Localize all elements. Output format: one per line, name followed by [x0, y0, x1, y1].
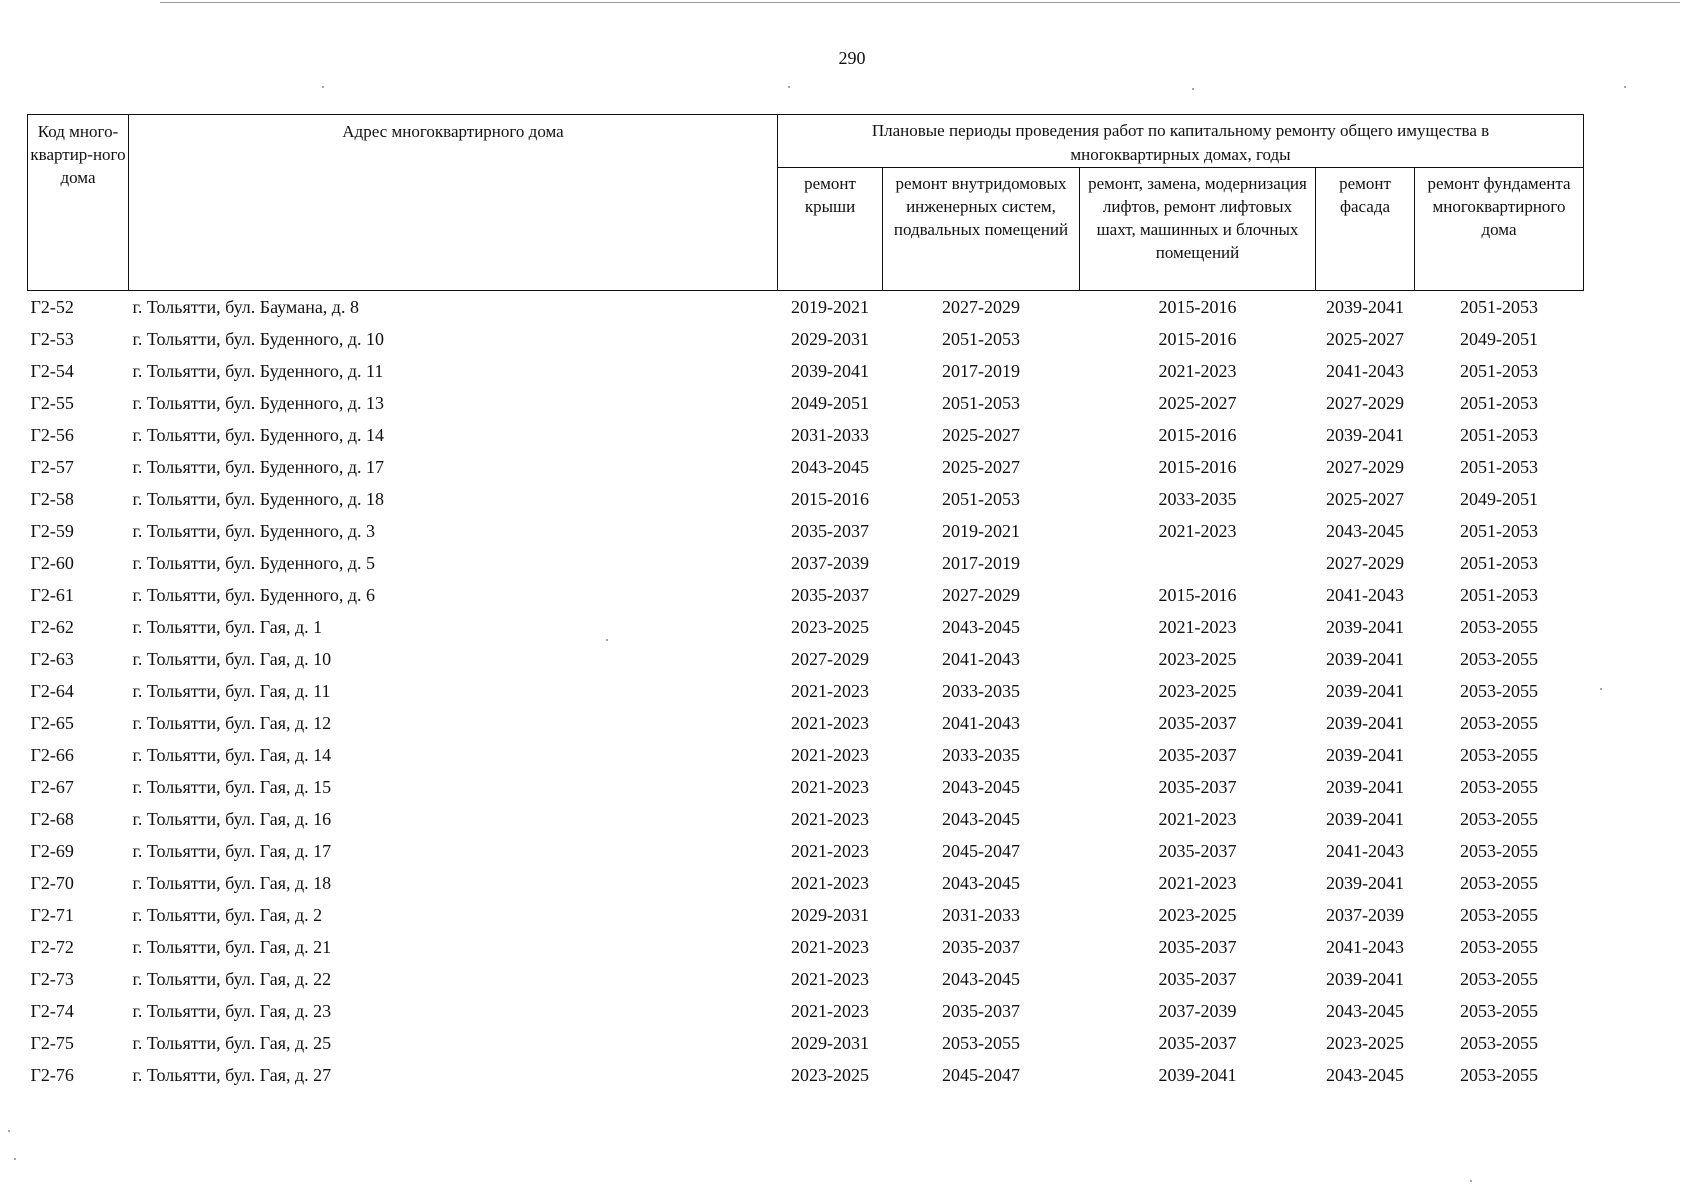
- cell-facade: 2043-2045: [1326, 1000, 1404, 1021]
- cell-foundation: 2051-2053: [1460, 456, 1538, 477]
- cell-roof: 2031-2033: [791, 424, 869, 445]
- cell-systems: 2035-2037: [942, 1000, 1020, 1021]
- cell-foundation: 2053-2055: [1460, 1032, 1538, 1053]
- table-row: [28, 547, 1584, 579]
- table-row: [28, 483, 1584, 515]
- cell-address: г. Тольятти, бул. Гая, д. 18: [132, 872, 332, 893]
- cell-roof: 2027-2029: [791, 648, 869, 669]
- cell-elevators: 2015-2016: [1158, 456, 1237, 477]
- header-foundation: ремонт фундамента многоквартирного дома: [1415, 168, 1584, 291]
- cell-roof: 2021-2023: [791, 744, 869, 765]
- cell-elevators: 2015-2016: [1158, 584, 1237, 605]
- cell-code: Г2-69: [30, 840, 74, 861]
- cell-facade: 2039-2041: [1326, 968, 1404, 989]
- cell-roof: 2015-2016: [791, 488, 869, 509]
- table-row: [28, 835, 1584, 867]
- table-row: [28, 963, 1584, 995]
- cell-foundation: 2053-2055: [1460, 968, 1538, 989]
- cell-address: г. Тольятти, бул. Гая, д. 12: [132, 712, 332, 733]
- cell-code: Г2-58: [30, 488, 74, 509]
- scan-speck: [1624, 86, 1626, 88]
- cell-foundation: 2051-2053: [1460, 584, 1538, 605]
- cell-address: г. Тольятти, бул. Гая, д. 25: [132, 1032, 332, 1053]
- cell-code: Г2-61: [30, 584, 74, 605]
- cell-code: Г2-52: [30, 296, 74, 317]
- table-row: [28, 1059, 1584, 1091]
- cell-address: г. Тольятти, бул. Буденного, д. 14: [132, 424, 385, 445]
- cell-elevators: 2021-2023: [1158, 808, 1237, 829]
- cell-foundation: 2053-2055: [1460, 1064, 1538, 1085]
- table-row: [28, 291, 1584, 324]
- cell-foundation: 2053-2055: [1460, 712, 1538, 733]
- cell-elevators: 2035-2037: [1158, 776, 1237, 797]
- cell-roof: 2035-2037: [791, 584, 869, 605]
- cell-elevators: 2021-2023: [1158, 616, 1237, 637]
- table-row: [28, 931, 1584, 963]
- cell-foundation: 2051-2053: [1460, 552, 1538, 573]
- table-row: [28, 899, 1584, 931]
- cell-foundation: 2049-2051: [1460, 328, 1538, 349]
- cell-foundation: 2053-2055: [1460, 616, 1538, 637]
- scan-speck: [1600, 688, 1602, 690]
- cell-foundation: 2051-2053: [1460, 360, 1538, 381]
- cell-code: Г2-70: [30, 872, 74, 893]
- cell-address: г. Тольятти, бул. Буденного, д. 5: [132, 552, 376, 573]
- cell-foundation: 2053-2055: [1460, 680, 1538, 701]
- cell-code: Г2-60: [30, 552, 74, 573]
- cell-systems: 2053-2055: [942, 1032, 1020, 1053]
- header-roof: ремонт крыши: [778, 168, 883, 291]
- cell-address: г. Тольятти, бул. Буденного, д. 10: [132, 328, 385, 349]
- cell-roof: 2021-2023: [791, 840, 869, 861]
- table-body: [28, 291, 1584, 1092]
- cell-address: г. Тольятти, бул. Баумана, д. 8: [132, 296, 359, 317]
- cell-systems: 2045-2047: [942, 840, 1020, 861]
- cell-roof: 2021-2023: [791, 680, 869, 701]
- cell-elevators: 2037-2039: [1158, 1000, 1237, 1021]
- cell-elevators: 2035-2037: [1158, 712, 1237, 733]
- cell-facade: 2039-2041: [1326, 712, 1404, 733]
- header-periods-group: Плановые периоды проведения работ по капитальному ремонту общего имущества в многоквартирных домах, годы: [778, 115, 1584, 168]
- cell-systems: 2045-2047: [942, 1064, 1020, 1085]
- cell-elevators: 2025-2027: [1158, 392, 1237, 413]
- table-row: [28, 419, 1584, 451]
- table-row: [28, 675, 1584, 707]
- cell-code: Г2-57: [30, 456, 74, 477]
- scan-speck: [14, 1158, 16, 1160]
- scan-speck: [1192, 88, 1194, 90]
- header-elevators: ремонт, замена, модернизация лифтов, ремонт лифтовых шахт, машинных и блочных помещений: [1080, 168, 1316, 291]
- cell-facade: 2025-2027: [1326, 488, 1404, 509]
- cell-roof: 2035-2037: [791, 520, 869, 541]
- cell-facade: 2039-2041: [1326, 744, 1404, 765]
- cell-address: г. Тольятти, бул. Гая, д. 17: [132, 840, 332, 861]
- cell-address: г. Тольятти, бул. Буденного, д. 18: [132, 488, 385, 509]
- cell-elevators: 2023-2025: [1158, 904, 1237, 925]
- cell-code: Г2-76: [30, 1064, 74, 1085]
- cell-address: г. Тольятти, бул. Гая, д. 27: [132, 1064, 332, 1085]
- cell-elevators: 2023-2025: [1158, 648, 1237, 669]
- table-row: [28, 387, 1584, 419]
- cell-systems: 2031-2033: [942, 904, 1020, 925]
- capital-repair-table: [27, 114, 1584, 1091]
- table-row: [28, 707, 1584, 739]
- cell-roof: 2021-2023: [791, 1000, 869, 1021]
- cell-facade: 2039-2041: [1326, 808, 1404, 829]
- cell-systems: 2041-2043: [942, 648, 1020, 669]
- cell-code: Г2-55: [30, 392, 74, 413]
- table-row: [28, 995, 1584, 1027]
- cell-elevators: 2033-2035: [1158, 488, 1237, 509]
- header-code: Код много-квартир-ного дома: [28, 115, 129, 291]
- cell-foundation: 2053-2055: [1460, 1000, 1538, 1021]
- cell-foundation: 2053-2055: [1460, 840, 1538, 861]
- cell-code: Г2-68: [30, 808, 74, 829]
- cell-systems: 2027-2029: [942, 584, 1020, 605]
- cell-address: г. Тольятти, бул. Буденного, д. 11: [132, 360, 384, 381]
- cell-roof: 2029-2031: [791, 904, 869, 925]
- cell-facade: 2039-2041: [1326, 616, 1404, 637]
- cell-elevators: 2035-2037: [1158, 936, 1237, 957]
- cell-foundation: 2051-2053: [1460, 392, 1538, 413]
- cell-roof: 2021-2023: [791, 712, 869, 733]
- cell-foundation: 2053-2055: [1460, 776, 1538, 797]
- cell-systems: 2043-2045: [942, 776, 1020, 797]
- cell-address: г. Тольятти, бул. Гая, д. 22: [132, 968, 332, 989]
- top-rule: [160, 2, 1680, 3]
- cell-address: г. Тольятти, бул. Буденного, д. 17: [132, 456, 385, 477]
- cell-facade: 2027-2029: [1326, 552, 1404, 573]
- cell-elevators: 2021-2023: [1158, 872, 1237, 893]
- cell-elevators: 2015-2016: [1158, 328, 1237, 349]
- cell-address: г. Тольятти, бул. Гая, д. 15: [132, 776, 332, 797]
- cell-roof: 2039-2041: [791, 360, 869, 381]
- cell-systems: 2051-2053: [942, 392, 1020, 413]
- cell-code: Г2-65: [30, 712, 74, 733]
- table-header: [28, 115, 1584, 291]
- cell-roof: 2021-2023: [791, 776, 869, 797]
- cell-roof: 2029-2031: [791, 328, 869, 349]
- cell-systems: 2027-2029: [942, 296, 1020, 317]
- cell-code: Г2-74: [30, 1000, 74, 1021]
- cell-elevators: 2015-2016: [1158, 296, 1237, 317]
- cell-roof: 2029-2031: [791, 1032, 869, 1053]
- cell-facade: 2043-2045: [1326, 520, 1404, 541]
- cell-elevators: 2035-2037: [1158, 840, 1237, 861]
- cell-elevators: 2021-2023: [1158, 360, 1237, 381]
- header-systems: ремонт внутридомовых инженерных систем, подвальных помещений: [883, 168, 1080, 291]
- cell-code: Г2-63: [30, 648, 74, 669]
- cell-facade: 2039-2041: [1326, 680, 1404, 701]
- scan-speck: [606, 639, 608, 641]
- cell-address: г. Тольятти, бул. Буденного, д. 13: [132, 392, 385, 413]
- cell-systems: 2051-2053: [942, 328, 1020, 349]
- cell-foundation: 2051-2053: [1460, 520, 1538, 541]
- cell-code: Г2-64: [30, 680, 74, 701]
- table-row: [28, 1027, 1584, 1059]
- cell-systems: 2017-2019: [942, 360, 1020, 381]
- cell-code: Г2-72: [30, 936, 74, 957]
- cell-systems: 2043-2045: [942, 808, 1020, 829]
- cell-systems: 2033-2035: [942, 680, 1020, 701]
- cell-code: Г2-73: [30, 968, 74, 989]
- cell-facade: 2027-2029: [1326, 456, 1404, 477]
- cell-facade: 2023-2025: [1326, 1032, 1404, 1053]
- cell-code: Г2-71: [30, 904, 74, 925]
- cell-elevators: 2035-2037: [1158, 744, 1237, 765]
- scan-speck: [1470, 1180, 1472, 1182]
- cell-elevators: 2035-2037: [1158, 968, 1237, 989]
- cell-facade: 2039-2041: [1326, 872, 1404, 893]
- cell-foundation: 2051-2053: [1460, 296, 1538, 317]
- cell-facade: 2041-2043: [1326, 584, 1404, 605]
- cell-roof: 2037-2039: [791, 552, 869, 573]
- table-row: [28, 771, 1584, 803]
- cell-address: г. Тольятти, бул. Гая, д. 14: [132, 744, 332, 765]
- cell-elevators: 2015-2016: [1158, 424, 1237, 445]
- cell-elevators: 2035-2037: [1158, 1032, 1237, 1053]
- cell-systems: 2035-2037: [942, 936, 1020, 957]
- cell-address: г. Тольятти, бул. Гая, д. 11: [132, 680, 331, 701]
- cell-code: Г2-54: [30, 360, 74, 381]
- cell-roof: 2023-2025: [791, 616, 869, 637]
- cell-facade: 2043-2045: [1326, 1064, 1404, 1085]
- scan-speck: [322, 86, 324, 88]
- cell-foundation: 2053-2055: [1460, 744, 1538, 765]
- cell-systems: 2033-2035: [942, 744, 1020, 765]
- cell-systems: 2019-2021: [942, 520, 1020, 541]
- page-number: 290: [838, 48, 866, 68]
- cell-facade: 2041-2043: [1326, 840, 1404, 861]
- table-row: [28, 611, 1584, 643]
- cell-roof: 2043-2045: [791, 456, 869, 477]
- cell-facade: 2039-2041: [1326, 296, 1404, 317]
- cell-address: г. Тольятти, бул. Гая, д. 1: [132, 616, 323, 637]
- cell-systems: 2051-2053: [942, 488, 1020, 509]
- cell-facade: 2039-2041: [1326, 424, 1404, 445]
- cell-elevators: [1080, 547, 1316, 579]
- table-row: [28, 451, 1584, 483]
- cell-address: г. Тольятти, бул. Гая, д. 23: [132, 1000, 332, 1021]
- cell-systems: 2025-2027: [942, 424, 1020, 445]
- cell-foundation: 2049-2051: [1460, 488, 1538, 509]
- cell-foundation: 2053-2055: [1460, 936, 1538, 957]
- table-row: [28, 579, 1584, 611]
- cell-code: Г2-53: [30, 328, 74, 349]
- cell-systems: 2043-2045: [942, 968, 1020, 989]
- cell-code: Г2-62: [30, 616, 74, 637]
- cell-facade: 2039-2041: [1326, 776, 1404, 797]
- scan-speck: [788, 86, 790, 88]
- table-row: [28, 323, 1584, 355]
- header-address: Адрес многоквартирного дома: [129, 115, 778, 291]
- cell-foundation: 2053-2055: [1460, 648, 1538, 669]
- table-row: [28, 867, 1584, 899]
- table-row: [28, 739, 1584, 771]
- cell-roof: 2021-2023: [791, 808, 869, 829]
- cell-facade: 2041-2043: [1326, 360, 1404, 381]
- cell-elevators: 2039-2041: [1158, 1064, 1237, 1085]
- cell-foundation: 2053-2055: [1460, 808, 1538, 829]
- cell-address: г. Тольятти, бул. Гая, д. 16: [132, 808, 332, 829]
- cell-foundation: 2053-2055: [1460, 904, 1538, 925]
- cell-systems: 2025-2027: [942, 456, 1020, 477]
- cell-systems: 2041-2043: [942, 712, 1020, 733]
- cell-elevators: 2023-2025: [1158, 680, 1237, 701]
- cell-foundation: 2051-2053: [1460, 424, 1538, 445]
- cell-elevators: 2021-2023: [1158, 520, 1237, 541]
- cell-systems: 2043-2045: [942, 872, 1020, 893]
- header-facade: ремонт фасада: [1316, 168, 1415, 291]
- cell-facade: 2027-2029: [1326, 392, 1404, 413]
- cell-address: г. Тольятти, бул. Гая, д. 2: [132, 904, 323, 925]
- cell-systems: 2043-2045: [942, 616, 1020, 637]
- cell-code: Г2-56: [30, 424, 74, 445]
- cell-facade: 2041-2043: [1326, 936, 1404, 957]
- scan-speck: [8, 1130, 10, 1132]
- cell-foundation: 2053-2055: [1460, 872, 1538, 893]
- cell-facade: 2039-2041: [1326, 648, 1404, 669]
- cell-roof: 2023-2025: [791, 1064, 869, 1085]
- cell-address: г. Тольятти, бул. Буденного, д. 3: [132, 520, 376, 541]
- cell-facade: 2025-2027: [1326, 328, 1404, 349]
- cell-address: г. Тольятти, бул. Буденного, д. 6: [132, 584, 376, 605]
- cell-code: Г2-75: [30, 1032, 74, 1053]
- cell-roof: 2019-2021: [791, 296, 869, 317]
- cell-roof: 2021-2023: [791, 968, 869, 989]
- cell-facade: 2037-2039: [1326, 904, 1404, 925]
- cell-code: Г2-67: [30, 776, 74, 797]
- table-row: [28, 803, 1584, 835]
- cell-roof: 2049-2051: [791, 392, 869, 413]
- cell-address: г. Тольятти, бул. Гая, д. 21: [132, 936, 332, 957]
- cell-code: Г2-66: [30, 744, 74, 765]
- cell-roof: 2021-2023: [791, 872, 869, 893]
- table-row: [28, 643, 1584, 675]
- cell-code: Г2-59: [30, 520, 74, 541]
- cell-address: г. Тольятти, бул. Гая, д. 10: [132, 648, 332, 669]
- table-row: [28, 355, 1584, 387]
- table-row: [28, 515, 1584, 547]
- cell-roof: 2021-2023: [791, 936, 869, 957]
- cell-systems: 2017-2019: [942, 552, 1020, 573]
